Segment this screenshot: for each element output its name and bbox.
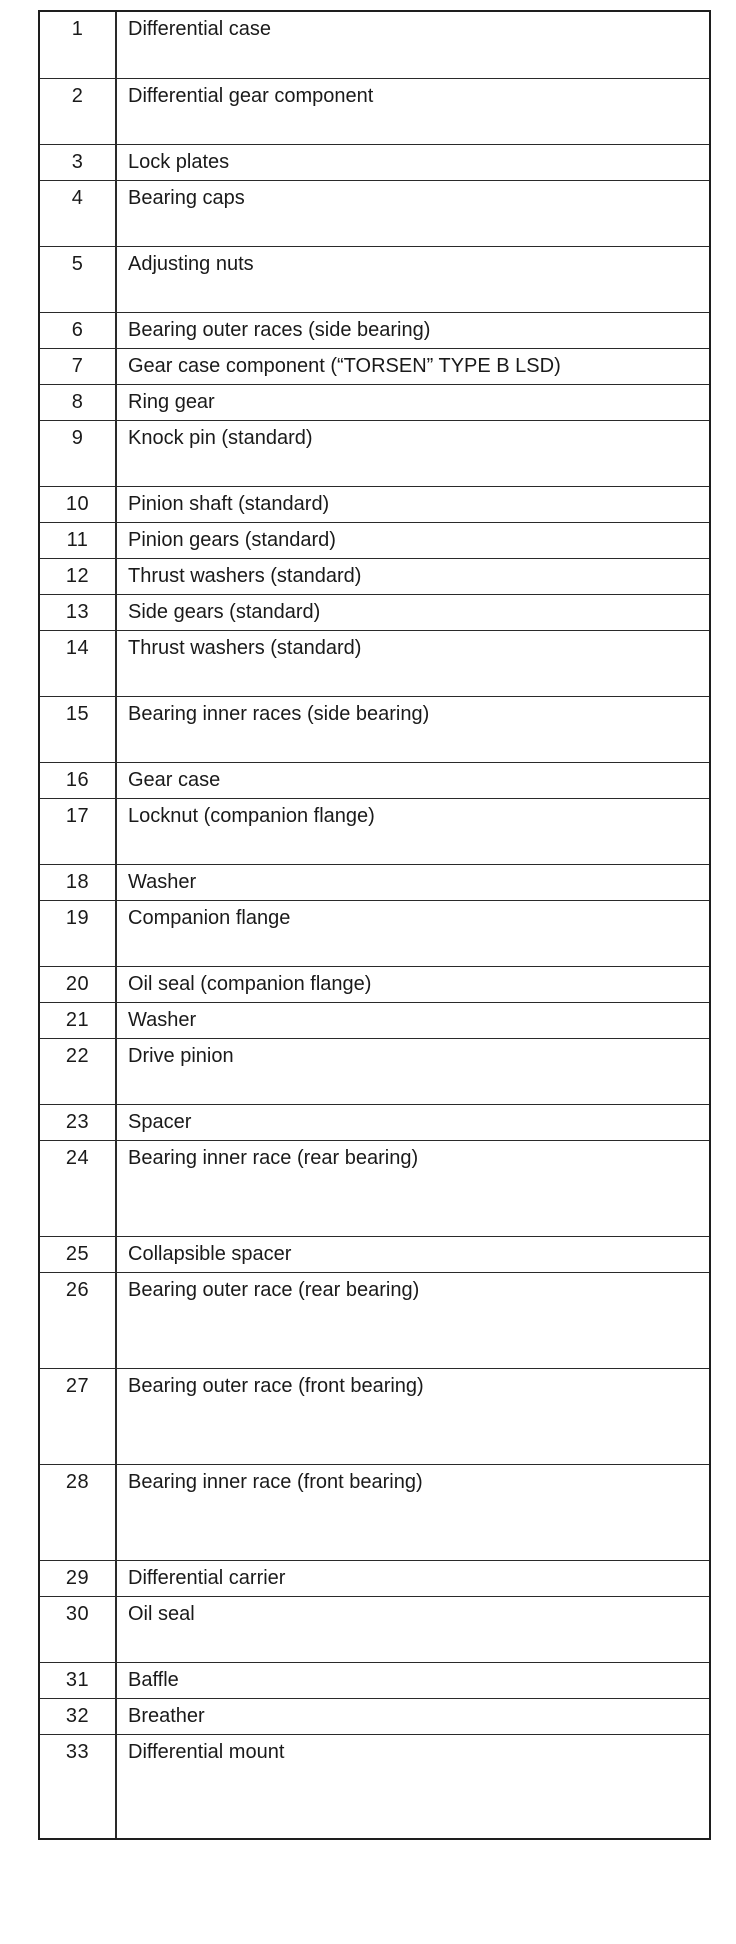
- table-row: [40, 78, 709, 144]
- part-number: 20: [40, 967, 117, 1002]
- part-number: 11: [40, 523, 117, 558]
- part-description: Pinion shaft (standard): [128, 493, 330, 515]
- part-description: Side gears (standard): [128, 601, 321, 623]
- table-row: [40, 966, 709, 1002]
- table-row: [40, 558, 709, 594]
- part-number: 31: [40, 1663, 117, 1698]
- table-row: [40, 1038, 709, 1104]
- part-description: Oil seal: [128, 1603, 195, 1625]
- part-number: 28: [40, 1465, 117, 1560]
- parts-table: [38, 10, 711, 1840]
- part-description: Ring gear: [128, 391, 215, 413]
- part-description: Collapsible spacer: [128, 1243, 292, 1265]
- table-row: [40, 312, 709, 348]
- part-number: 22: [40, 1039, 117, 1104]
- part-number: 24: [40, 1141, 117, 1236]
- table-row: [40, 384, 709, 420]
- part-description: Gear case component (“TORSEN” TYPE B LSD): [128, 355, 561, 377]
- part-number: 21: [40, 1003, 117, 1038]
- table-row: [40, 144, 709, 180]
- part-number: 1: [40, 12, 117, 78]
- table-row: [40, 1140, 709, 1236]
- table-row: [40, 1104, 709, 1140]
- part-description: Washer: [128, 871, 197, 893]
- table-row: [40, 486, 709, 522]
- table-row: [40, 12, 709, 78]
- table-row: [40, 1734, 709, 1838]
- part-number: 7: [40, 349, 117, 384]
- table-row: [40, 696, 709, 762]
- part-number: 30: [40, 1597, 117, 1662]
- part-number: 14: [40, 631, 117, 696]
- part-description: Oil seal (companion flange): [128, 973, 372, 995]
- part-number: 25: [40, 1237, 117, 1272]
- part-number: 4: [40, 181, 117, 246]
- part-number: 33: [40, 1735, 117, 1838]
- part-number: 6: [40, 313, 117, 348]
- table-row: [40, 1560, 709, 1596]
- part-number: 12: [40, 559, 117, 594]
- part-number: 10: [40, 487, 117, 522]
- part-number: 2: [40, 79, 117, 144]
- part-description: Pinion gears (standard): [128, 529, 336, 551]
- part-description: Spacer: [128, 1111, 192, 1133]
- table-row: [40, 762, 709, 798]
- table-row: [40, 1236, 709, 1272]
- part-number: 9: [40, 421, 117, 486]
- table-row: [40, 1662, 709, 1698]
- part-description: Thrust washers (standard): [128, 637, 362, 659]
- part-description: Knock pin (standard): [128, 427, 313, 449]
- part-number: 8: [40, 385, 117, 420]
- part-description: Adjusting nuts: [128, 253, 254, 275]
- table-row: [40, 522, 709, 558]
- table-row: [40, 1596, 709, 1662]
- part-description: Bearing inner race (rear bearing): [128, 1147, 419, 1169]
- table-row: [40, 246, 709, 312]
- part-number: 17: [40, 799, 117, 864]
- part-description: Bearing outer race (front bearing): [128, 1375, 424, 1397]
- part-description: Washer: [128, 1009, 197, 1031]
- table-row: [40, 1464, 709, 1560]
- part-description: Bearing outer race (rear bearing): [128, 1279, 420, 1301]
- part-description: Bearing caps: [128, 187, 245, 209]
- part-description: Bearing outer races (side bearing): [128, 319, 431, 341]
- table-row: [40, 1698, 709, 1734]
- part-number: 29: [40, 1561, 117, 1596]
- table-row: [40, 594, 709, 630]
- part-number: 19: [40, 901, 117, 966]
- part-description: Baffle: [128, 1669, 179, 1691]
- part-description: Companion flange: [128, 907, 291, 929]
- part-description: Gear case: [128, 769, 221, 791]
- part-description: Bearing inner races (side bearing): [128, 703, 430, 725]
- part-description: Differential carrier: [128, 1567, 286, 1589]
- table-row: [40, 1272, 709, 1368]
- part-number: 3: [40, 145, 117, 180]
- part-number: 18: [40, 865, 117, 900]
- table-row: [40, 630, 709, 696]
- part-number: 5: [40, 247, 117, 312]
- part-description: Differential case: [128, 18, 272, 40]
- part-number: 32: [40, 1699, 117, 1734]
- part-description: Thrust washers (standard): [128, 565, 362, 587]
- table-row: [40, 420, 709, 486]
- part-number: 13: [40, 595, 117, 630]
- part-description: Differential mount: [128, 1741, 285, 1763]
- part-description: Drive pinion: [128, 1045, 234, 1067]
- part-number: 16: [40, 763, 117, 798]
- part-number: 23: [40, 1105, 117, 1140]
- table-row: [40, 900, 709, 966]
- part-description: Differential gear component: [128, 85, 374, 107]
- part-number: 27: [40, 1369, 117, 1464]
- part-description: Lock plates: [128, 151, 230, 173]
- table-row: [40, 348, 709, 384]
- part-number: 26: [40, 1273, 117, 1368]
- table-row: [40, 864, 709, 900]
- table-row: [40, 798, 709, 864]
- table-row: [40, 180, 709, 246]
- table-row: [40, 1002, 709, 1038]
- part-description: Bearing inner race (front bearing): [128, 1471, 423, 1493]
- part-description: Locknut (companion flange): [128, 805, 375, 827]
- table-row: [40, 1368, 709, 1464]
- part-number: 15: [40, 697, 117, 762]
- part-description: Breather: [128, 1705, 205, 1727]
